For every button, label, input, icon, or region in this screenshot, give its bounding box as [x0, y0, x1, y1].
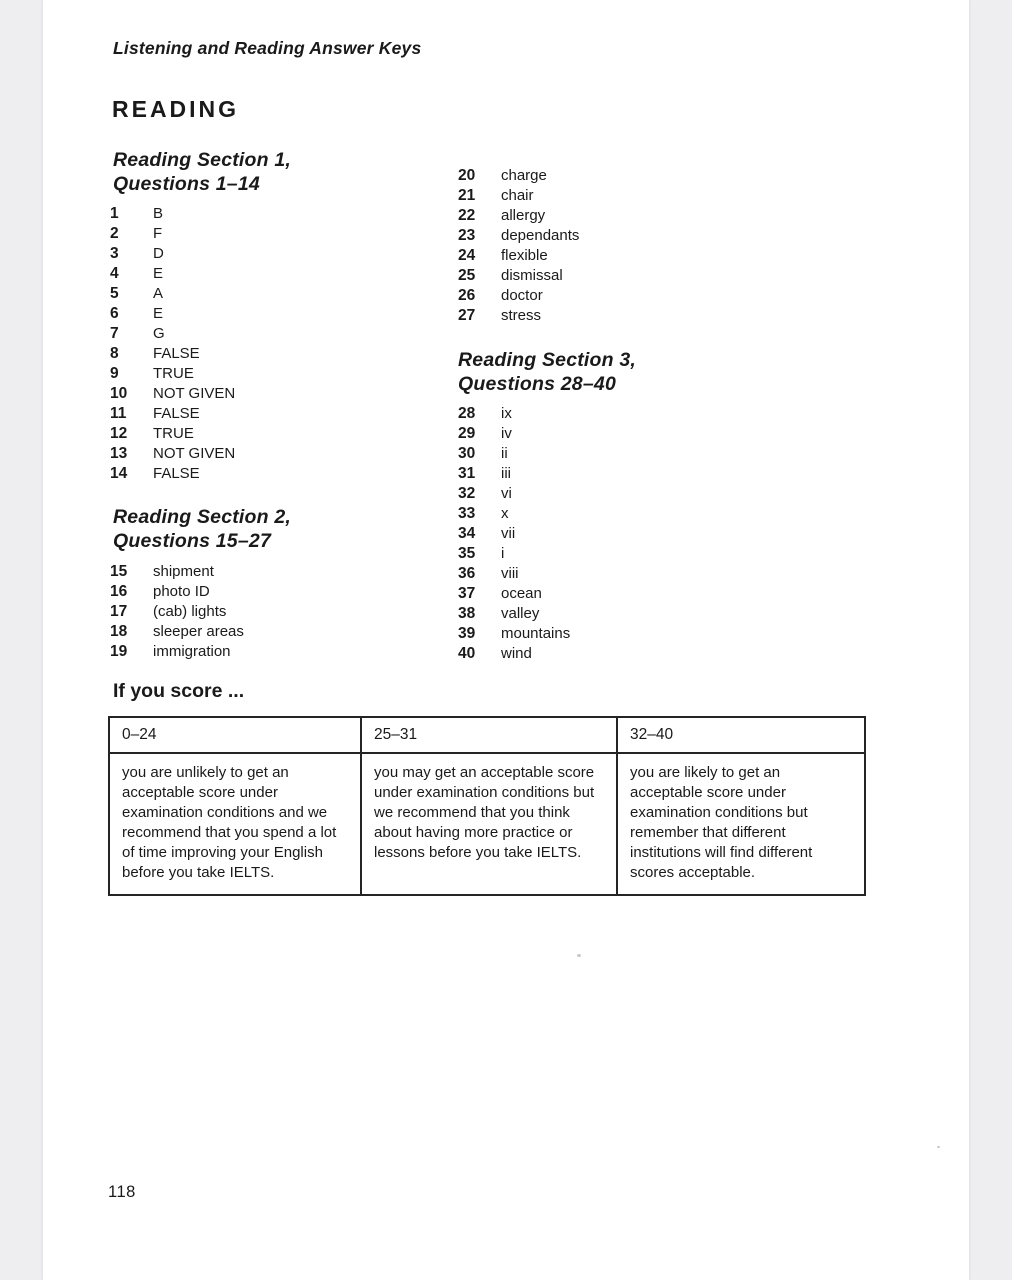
answer-number: 3: [110, 245, 119, 262]
answer-row: [458, 604, 570, 624]
answer-number: 7: [110, 325, 119, 342]
answer-number: 35: [458, 545, 476, 562]
answer-row: [458, 484, 570, 504]
answer-number: 28: [458, 405, 476, 422]
answer-text: A: [153, 285, 164, 302]
section-2-heading: [113, 505, 291, 553]
answer-list-20-27: [458, 166, 579, 326]
answer-row: [458, 464, 570, 484]
answer-text: vii: [501, 525, 516, 542]
answer-number: 31: [458, 465, 476, 482]
answer-number: 27: [458, 307, 476, 324]
answer-text: E: [153, 265, 164, 282]
answer-text: photo ID: [153, 583, 210, 600]
answer-row: [110, 582, 244, 602]
answer-number: 36: [458, 565, 476, 582]
answer-number: 21: [458, 187, 476, 204]
answer-row: [458, 166, 579, 186]
answer-row: [458, 444, 570, 464]
score-heading: If you score ...: [113, 680, 245, 702]
answer-row: [458, 424, 570, 444]
answer-text: dismissal: [501, 267, 563, 284]
scan-speck: [937, 1146, 940, 1148]
answer-list-28-40: [458, 404, 570, 664]
answer-number: 34: [458, 525, 476, 542]
answer-text: ocean: [501, 585, 542, 602]
answer-row: [458, 306, 579, 326]
answer-number: 24: [458, 247, 476, 264]
answer-text: NOT GIVEN: [153, 385, 236, 402]
answer-number: 19: [110, 643, 128, 660]
answer-number: 11: [110, 405, 127, 422]
answer-row: [458, 226, 579, 246]
answer-text: NOT GIVEN: [153, 445, 236, 462]
answer-text: chair: [501, 187, 534, 204]
answer-number: 1: [110, 205, 119, 222]
answer-text: mountains: [501, 625, 571, 642]
answer-number: 38: [458, 605, 476, 622]
answer-number: 13: [110, 445, 128, 462]
answer-text: ix: [501, 405, 512, 422]
answer-text: sleeper areas: [153, 623, 244, 640]
answer-text: FALSE: [153, 345, 200, 362]
answer-row: [110, 244, 235, 264]
answer-text: x: [501, 505, 509, 522]
answer-text: FALSE: [153, 405, 200, 422]
answer-row: [458, 206, 579, 226]
answer-row: [110, 622, 244, 642]
answer-text: (cab) lights: [153, 603, 227, 620]
answer-text: ii: [501, 445, 508, 462]
answer-text: wind: [501, 645, 532, 662]
answer-number: 30: [458, 445, 476, 462]
answer-row: [458, 404, 570, 424]
answer-text: i: [501, 545, 505, 562]
answer-text: dependants: [501, 227, 580, 244]
section-2-heading-line2: Questions 15–27: [113, 530, 271, 552]
answer-row: [458, 504, 570, 524]
answer-row: [458, 286, 579, 306]
score-description-cell: you are unlikely to get an acceptable score under examination conditions and we recommend that you spend a lot of time improving your English before you take IELTS.: [110, 754, 362, 894]
answer-text: doctor: [501, 287, 543, 304]
answer-number: 39: [458, 625, 476, 642]
page-number: 118: [108, 1183, 136, 1201]
answer-number: 32: [458, 485, 476, 502]
answer-text: TRUE: [153, 425, 194, 442]
answer-row: [458, 246, 579, 266]
section-2-heading-line1: Reading Section 2,: [113, 506, 292, 528]
answer-number: 12: [110, 425, 128, 442]
answer-text: iv: [501, 425, 512, 442]
answer-text: E: [153, 305, 164, 322]
answer-row: [110, 404, 235, 424]
answer-number: 20: [458, 167, 476, 184]
answer-text: charge: [501, 167, 547, 184]
score-range-cell: 0–24: [110, 718, 362, 752]
answer-text: iii: [501, 465, 511, 482]
section-1-heading-line2: Questions 1–14: [113, 173, 260, 195]
answer-number: 2: [110, 225, 119, 242]
answer-number: 5: [110, 285, 119, 302]
answer-number: 14: [110, 465, 128, 482]
section-3-heading: [458, 348, 636, 396]
answer-text: vi: [501, 485, 512, 502]
answer-row: [458, 644, 570, 664]
answer-row: [110, 304, 235, 324]
answer-row: [110, 444, 235, 464]
answer-text: TRUE: [153, 365, 194, 382]
answer-row: [458, 544, 570, 564]
answer-row: [110, 464, 235, 484]
answer-number: 25: [458, 267, 476, 284]
answer-row: [110, 602, 244, 622]
answer-row: [110, 642, 244, 662]
answer-text: immigration: [153, 643, 231, 660]
score-description-cell: you may get an acceptable score under examination conditions but we recommend that you think about having more practice or lessons before you take IELTS.: [362, 754, 618, 894]
answer-row: [110, 562, 244, 582]
score-table-header-row: [110, 718, 864, 754]
answer-row: [110, 204, 235, 224]
answer-text: stress: [501, 307, 542, 324]
section-1-heading: [113, 148, 291, 196]
score-range-cell: 25–31: [362, 718, 618, 752]
answer-text: FALSE: [153, 465, 200, 482]
answer-text: allergy: [501, 207, 546, 224]
answer-number: 15: [110, 563, 128, 580]
answer-row: [110, 224, 235, 244]
answer-number: 40: [458, 645, 476, 662]
answer-text: valley: [501, 605, 540, 622]
score-range-cell: 32–40: [630, 726, 674, 743]
answer-row: [110, 384, 235, 404]
answer-row: [458, 564, 570, 584]
answer-list-15-19: [110, 562, 244, 662]
answer-number: 8: [110, 345, 119, 362]
answer-number: 6: [110, 305, 119, 322]
answer-number: 29: [458, 425, 476, 442]
answer-number: 9: [110, 365, 119, 382]
answer-number: 16: [110, 583, 128, 600]
answer-number: 17: [110, 603, 128, 620]
score-table: [108, 716, 866, 896]
score-description-cell: you are likely to get an acceptable score under examination conditions but remember that different institutions will find different scores acceptable.: [630, 764, 813, 881]
answer-number: 33: [458, 505, 476, 522]
answer-number: 23: [458, 227, 476, 244]
answer-text: G: [153, 325, 165, 342]
answer-number: 10: [110, 385, 128, 402]
answer-text: flexible: [501, 247, 548, 264]
scan-speck: [577, 954, 581, 957]
section-1-heading-line1: Reading Section 1,: [113, 149, 292, 171]
document-header: Listening and Reading Answer Keys: [113, 38, 422, 58]
answer-row: [110, 344, 235, 364]
answer-row: [110, 284, 235, 304]
answer-row: [110, 424, 235, 444]
answer-number: 37: [458, 585, 476, 602]
answer-row: [458, 186, 579, 206]
answer-row: [458, 266, 579, 286]
answer-list-1-14: [110, 204, 235, 484]
answer-number: 26: [458, 287, 476, 304]
answer-text: viii: [501, 565, 519, 582]
answer-row: [458, 584, 570, 604]
scanned-page: [43, 0, 969, 1280]
reading-title: READING: [112, 96, 240, 122]
answer-number: 4: [110, 265, 119, 282]
answer-row: [458, 624, 570, 644]
answer-text: shipment: [153, 563, 214, 580]
answer-row: [110, 324, 235, 344]
section-3-heading-line1: Reading Section 3,: [458, 349, 637, 371]
answer-text: B: [153, 205, 164, 222]
score-table-body-row: [110, 754, 864, 894]
answer-text: D: [153, 245, 164, 262]
section-3-heading-line2: Questions 28–40: [458, 373, 616, 395]
answer-text: F: [153, 225, 163, 242]
answer-row: [110, 364, 235, 384]
answer-number: 18: [110, 623, 128, 640]
answer-row: [458, 524, 570, 544]
answer-number: 22: [458, 207, 476, 224]
answer-row: [110, 264, 235, 284]
